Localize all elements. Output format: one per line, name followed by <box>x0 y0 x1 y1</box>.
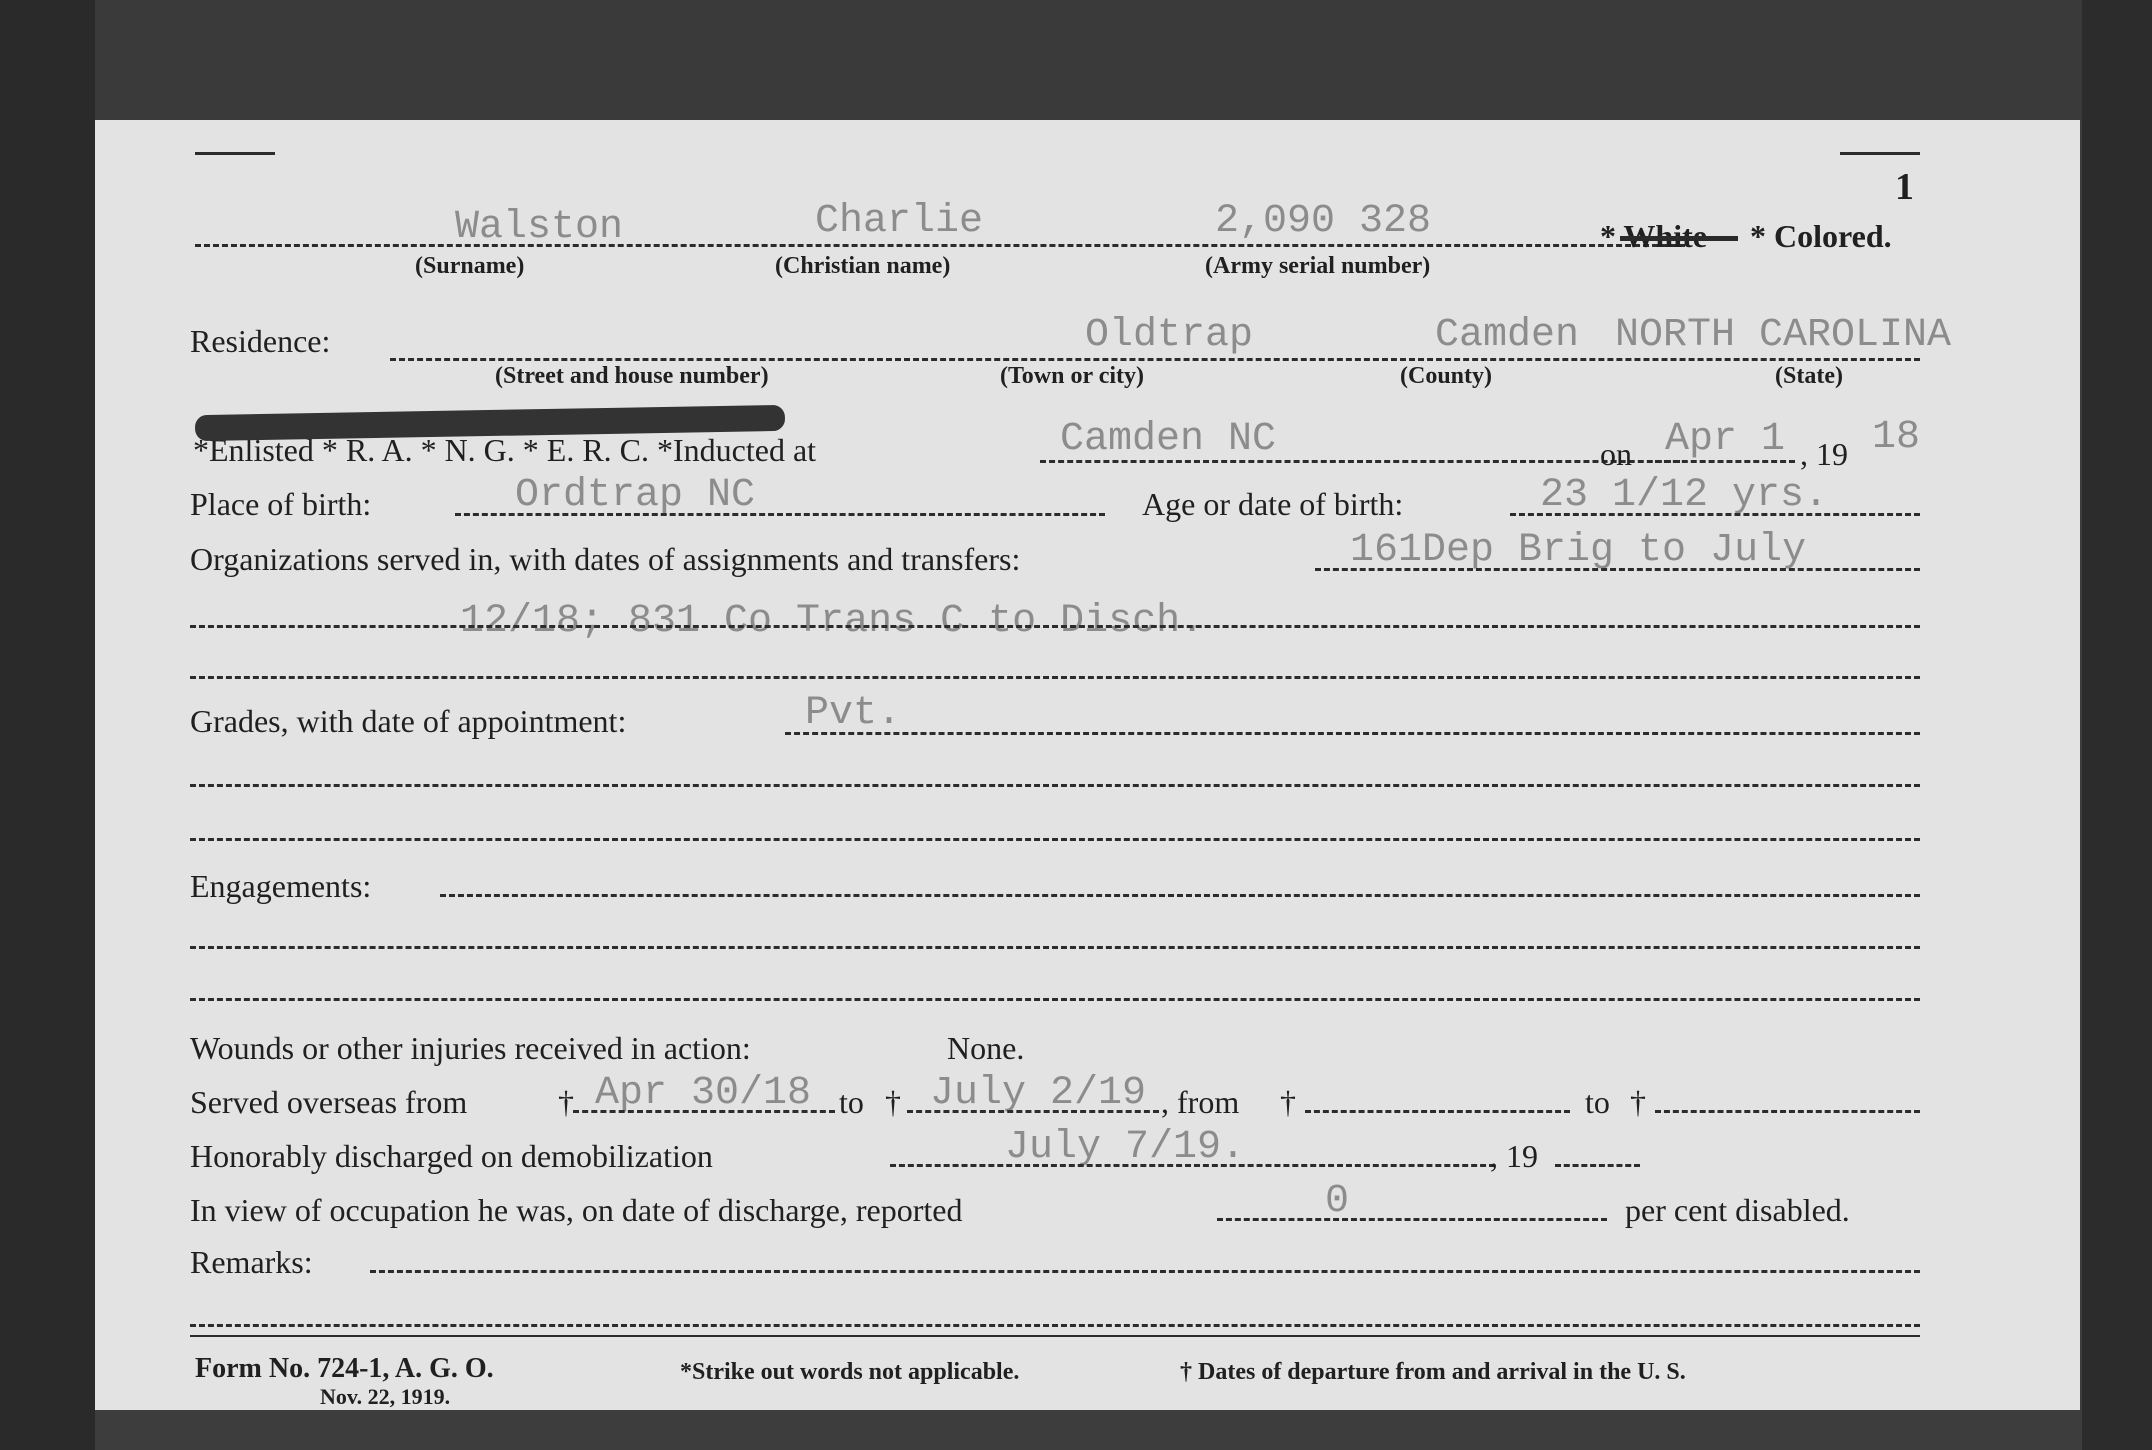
form-date: Nov. 22, 1919. <box>320 1384 451 1409</box>
engagements-line3 <box>190 998 1920 1001</box>
race-white-strike <box>1620 236 1738 241</box>
disability-value: 0 <box>1325 1179 1350 1224</box>
residence-town-value: Oldtrap <box>1085 313 1254 358</box>
organizations-value-line1: 161Dep Brig to July <box>1350 528 1807 573</box>
wounds-value: None. <box>947 1030 1025 1066</box>
induction-place-value: Camden NC <box>1060 417 1277 462</box>
grades-line2 <box>190 784 1920 787</box>
discharge-label: Honorably discharged on demobilization <box>190 1138 713 1174</box>
discharge-line <box>890 1164 1495 1167</box>
wounds-label: Wounds or other injuries received in action: <box>190 1030 751 1066</box>
remarks-label: Remarks: <box>190 1244 313 1280</box>
grades-line1 <box>785 732 1920 735</box>
service-record-card <box>95 120 2080 1410</box>
residence-county-value: Camden <box>1435 313 1580 358</box>
town-label: (Town or city) <box>1000 363 1144 389</box>
surname-label: (Surname) <box>415 253 525 279</box>
footer-rule <box>190 1335 1920 1337</box>
remarks-line1 <box>370 1270 1920 1273</box>
street-label: (Street and house number) <box>495 363 769 389</box>
overseas-to-label-2: to <box>1585 1084 1610 1120</box>
induction-year-value: 18 <box>1872 415 1921 460</box>
induction-year-prefix: , 19 <box>1800 436 1848 472</box>
enlisted-label: *Enlisted * R. A. * N. G. * E. R. C. *Inducted at <box>193 432 817 468</box>
discharge-year-line <box>1555 1164 1640 1167</box>
on-label: on <box>1600 436 1632 472</box>
footnote-strike: *Strike out words not applicable. <box>680 1359 1020 1385</box>
corner-rule-left <box>195 152 275 155</box>
overseas-to-label: to <box>839 1084 864 1120</box>
scan-right-border <box>2082 0 2152 1450</box>
scan-left-border <box>0 0 95 1450</box>
engagements-line2 <box>190 946 1920 949</box>
age-value: 23 1/12 yrs. <box>1540 473 1829 518</box>
age-line <box>1510 513 1920 516</box>
remarks-line2 <box>190 1324 1920 1327</box>
scan-top-border <box>95 0 2082 120</box>
residence-state-value: NORTH CAROLINA <box>1615 313 1952 358</box>
overseas-to-value: July 2/19 <box>930 1071 1147 1116</box>
overseas-from-label-2: , from <box>1161 1084 1240 1120</box>
surname-value: Walston <box>455 205 624 250</box>
engagements-line1 <box>440 894 1920 897</box>
discharge-year-label: , 19 <box>1490 1138 1538 1174</box>
birth-place-label: Place of birth: <box>190 486 372 522</box>
footnote-dates: † Dates of departure from and arrival in the U. S. <box>1180 1359 1686 1385</box>
overseas-from-value: Apr 30/18 <box>595 1071 812 1116</box>
age-label: Age or date of birth: <box>1142 486 1404 522</box>
overseas-dagger-1: † <box>558 1084 574 1120</box>
disability-line <box>1217 1218 1607 1221</box>
grades-label: Grades, with date of appointment: <box>190 703 627 739</box>
organizations-value-line2: 12/18; 831 Co Trans C to Disch. <box>460 599 1205 644</box>
grades-line3 <box>190 838 1920 841</box>
overseas-label: Served overseas from <box>190 1084 468 1120</box>
christian-name-value: Charlie <box>815 199 984 244</box>
residence-line <box>390 358 1920 361</box>
grades-value: Pvt. <box>805 691 902 736</box>
disability-label: In view of occupation he was, on date of discharge, reported <box>190 1192 963 1228</box>
serial-number-value: 2,090 328 <box>1215 199 1432 244</box>
birth-place-line <box>455 513 1105 516</box>
overseas-dagger-4: † <box>1630 1084 1646 1120</box>
overseas-dagger-3: † <box>1280 1084 1296 1120</box>
residence-label: Residence: <box>190 323 331 359</box>
form-number: Form No. 724-1, A. G. O. <box>195 1353 494 1384</box>
discharge-date-value: July 7/19. <box>1005 1125 1246 1170</box>
serial-number-label: (Army serial number) <box>1205 253 1431 279</box>
overseas-dagger-2: † <box>885 1084 901 1120</box>
county-label: (County) <box>1400 363 1493 389</box>
name-line <box>195 244 1685 247</box>
induction-place-line <box>1040 460 1680 463</box>
organizations-label: Organizations served in, with dates of assignments and transfers: <box>190 541 1021 577</box>
race-white: * White <box>1600 218 1707 254</box>
organizations-line3 <box>190 676 1920 679</box>
engagements-label: Engagements: <box>190 868 372 904</box>
birth-place-value: Ordtrap NC <box>515 473 756 518</box>
corner-rule-right <box>1840 152 1920 155</box>
induction-date-line <box>1655 460 1795 463</box>
card-number: 1 <box>1895 166 1914 208</box>
state-label: (State) <box>1775 363 1843 389</box>
overseas-to-line-2 <box>1655 1110 1920 1113</box>
christian-name-label: (Christian name) <box>775 253 951 279</box>
organizations-line1 <box>1315 568 1920 571</box>
induction-date-value: Apr 1 <box>1665 417 1786 462</box>
disability-suffix: per cent disabled. <box>1625 1192 1850 1228</box>
overseas-from-line <box>573 1110 835 1113</box>
overseas-to-line <box>907 1110 1159 1113</box>
organizations-line2 <box>190 625 1920 628</box>
overseas-from-line-2 <box>1305 1110 1570 1113</box>
race-colored: * Colored. <box>1750 218 1892 254</box>
